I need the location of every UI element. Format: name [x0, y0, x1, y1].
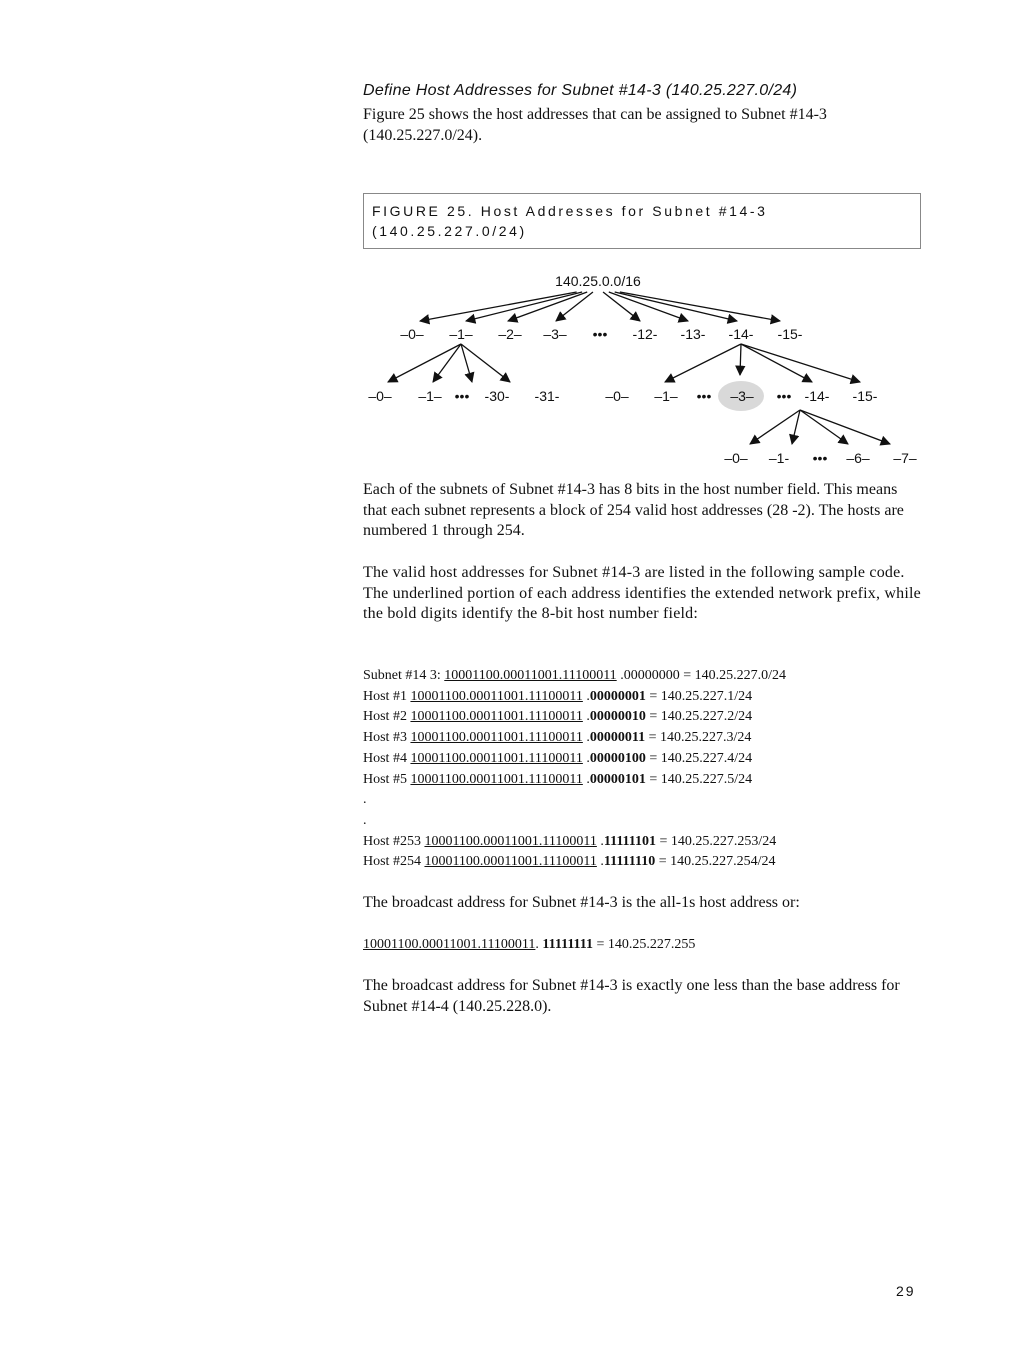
- level3-node: –7–: [893, 450, 917, 466]
- tree-edge: [750, 410, 800, 444]
- network-prefix: 10001100.00011001.11100011: [410, 730, 583, 746]
- network-prefix: 10001100.00011001.11100011: [444, 668, 617, 683]
- level2-right-node: –1–: [654, 388, 678, 404]
- level2-left-node: -30-: [484, 388, 510, 404]
- level3-node: –1-: [768, 450, 790, 466]
- code-line-label: Host #4: [363, 750, 411, 766]
- network-prefix: 10001100.00011001.11100011: [410, 750, 583, 766]
- code-line: [363, 666, 786, 687]
- level2-right-node: –0–: [605, 388, 629, 404]
- paragraph-host-bits: Each of the subnets of Subnet #14-3 has 8 bits in the host number field. This means that each subnet represents a block of 254 valid host addresses (28 -2). The hosts are numbered 1 through 254.: [363, 481, 904, 540]
- network-prefix: 10001100.00011001.11100011: [424, 854, 597, 870]
- tree-edge: [420, 292, 577, 321]
- host-bits: 00000011: [589, 730, 646, 746]
- paragraph-broadcast-note: The broadcast address for Subnet #14-3 is exactly one less than the base address for Subnet #14-4 (140.25.228.0).: [363, 977, 900, 1015]
- intro-paragraph: Figure 25 shows the host addresses that can be assigned to Subnet #14-3 (140.25.227.0/24).: [363, 106, 827, 144]
- code-result: = 140.25.227.254/24: [655, 854, 776, 870]
- host-bits: 00000100: [589, 750, 646, 766]
- level1-node: –2–: [498, 326, 522, 342]
- level1-node: –1–: [449, 326, 473, 342]
- level2-right-node: –3–: [730, 388, 754, 404]
- level1-node: -13-: [680, 326, 706, 342]
- code-result: = 140.25.227.2/24: [645, 709, 753, 725]
- level1-node: •••: [592, 326, 608, 342]
- code-separator: .: [596, 854, 604, 870]
- level1-node: -14-: [728, 326, 754, 342]
- code-line: [363, 811, 786, 832]
- tree-edge: [466, 292, 582, 321]
- level2-right-node: •••: [776, 388, 792, 404]
- figure-caption: FIGURE 25. Host Addresses for Subnet #14-3 (140.25.227.0/24): [372, 203, 768, 239]
- code-separator: .: [582, 688, 590, 704]
- code-line: [363, 790, 786, 811]
- tree-edge: [388, 344, 461, 382]
- code-line-label: Host #253: [363, 833, 425, 849]
- code-line: [363, 749, 786, 770]
- code-line-label: .: [363, 812, 367, 828]
- code-line: [363, 728, 786, 749]
- network-prefix: 10001100.00011001.11100011: [410, 771, 583, 787]
- network-prefix: 10001100.00011001.11100011: [410, 709, 583, 725]
- code-separator: .: [582, 709, 590, 725]
- level1-node: -12-: [632, 326, 658, 342]
- code-line-label: Host #1: [363, 688, 411, 704]
- code-line-label: Host #254: [363, 854, 425, 870]
- level2-left-node: -31-: [534, 388, 560, 404]
- root-node-label: 140.25.0.0/16: [555, 273, 641, 289]
- code-line: [363, 852, 786, 873]
- host-address-listing: [363, 666, 786, 873]
- code-line: [363, 687, 786, 708]
- code-separator: .: [582, 730, 590, 746]
- code-line-label: Host #2: [363, 709, 411, 725]
- code-result: = 140.25.227.0/24: [679, 668, 786, 683]
- code-result: = 140.25.227.253/24: [656, 833, 777, 849]
- tree-edge: [665, 344, 741, 382]
- code-line: [363, 707, 786, 728]
- code-line-label: Subnet #14 3:: [363, 668, 445, 683]
- page-number: 29: [896, 1283, 916, 1299]
- tree-edge: [620, 292, 780, 321]
- level3-node: •••: [812, 450, 828, 466]
- code-separator: .: [596, 833, 604, 849]
- level2-right-node: -15-: [852, 388, 878, 404]
- code-result: = 140.25.227.4/24: [645, 750, 753, 766]
- broadcast-address-line: [363, 935, 695, 956]
- level2-left-node: –1–: [418, 388, 442, 404]
- network-prefix: 10001100.00011001.11100011: [410, 688, 583, 704]
- host-bits: 00000101: [589, 771, 646, 787]
- host-bits: 11111110: [603, 854, 656, 870]
- level3-node: –0–: [724, 450, 748, 466]
- tree-edge: [461, 344, 472, 382]
- code-separator: .: [582, 750, 590, 766]
- section-heading: Define Host Addresses for Subnet #14-3 (140.25.227.0/24): [363, 82, 798, 99]
- code-line: [363, 770, 786, 791]
- level2-left-node: –0–: [368, 388, 392, 404]
- paragraph-broadcast: The broadcast address for Subnet #14-3 is the all-1s host address or:: [363, 894, 800, 911]
- level2-right-node: •••: [696, 388, 712, 404]
- code-line-label: Host #3: [363, 730, 411, 746]
- network-prefix: 10001100.00011001.11100011: [424, 833, 597, 849]
- subnet-tree-diagram: [0, 0, 1024, 480]
- level2-right-node: -14-: [804, 388, 830, 404]
- level1-node: –0–: [400, 326, 424, 342]
- level1-node: -15-: [777, 326, 803, 342]
- level3-node: –6–: [846, 450, 870, 466]
- tree-edge: [740, 344, 741, 375]
- host-bits: 00000001: [589, 688, 646, 704]
- tree-edge: [461, 344, 510, 382]
- broadcast-host-bits: 11111111: [542, 937, 593, 952]
- tree-edge: [800, 410, 890, 444]
- host-bits: 00000000: [623, 668, 680, 683]
- code-separator: .: [616, 668, 624, 683]
- broadcast-prefix: 10001100.00011001.11100011: [363, 937, 536, 952]
- host-bits: 00000010: [589, 709, 646, 725]
- code-line-label: .: [363, 792, 367, 808]
- tree-edge: [800, 410, 848, 444]
- broadcast-result: = 140.25.227.255: [593, 937, 696, 952]
- code-result: = 140.25.227.1/24: [645, 688, 753, 704]
- tree-edge: [433, 344, 461, 382]
- code-separator: .: [582, 771, 590, 787]
- code-result: = 140.25.227.5/24: [645, 771, 753, 787]
- code-result: = 140.25.227.3/24: [645, 730, 752, 746]
- level2-left-node: •••: [454, 388, 470, 404]
- host-bits: 11111101: [603, 833, 656, 849]
- level1-node: –3–: [543, 326, 567, 342]
- code-line: [363, 832, 786, 853]
- broadcast-separator: .: [535, 937, 543, 952]
- paragraph-valid-hosts: The valid host addresses for Subnet #14-3 are listed in the following sample code. The underlined portion of each address identifies the extended network prefix, while the bold digits identify the 8-bit host number field:: [363, 564, 921, 623]
- code-line-label: Host #5: [363, 771, 411, 787]
